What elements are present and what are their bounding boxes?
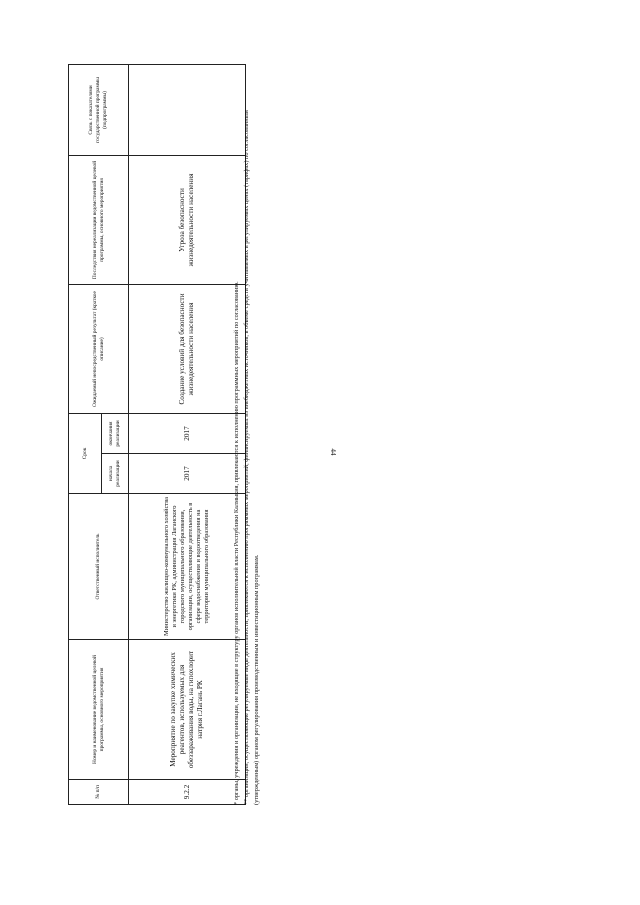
footnote-2: ** организации, осуществляющие регулируемые виды деятельности, привлекаются к исполнению программных мероприятий, финансируемых из внебюджетных источников, в объеме средств учитываемых в регулируемых ценах (тарифах) по согласованным (утвержденным) органом регулирования производственным и инвестиционным программам. bbox=[242, 110, 260, 805]
row-link bbox=[129, 64, 246, 155]
program-measures-table bbox=[68, 64, 246, 805]
row-result: Создание условий для безопасности жизнедеятельности населения bbox=[129, 284, 246, 413]
table-header-row bbox=[69, 64, 102, 804]
footnotes bbox=[232, 65, 261, 805]
table-row bbox=[129, 64, 246, 804]
row-consequences: Угроза безопасности жизнедеятельности населения bbox=[129, 155, 246, 284]
header-name: Номер и наименование ведомственной целевой программы, основного мероприятия bbox=[69, 640, 129, 780]
row-start: 2017 bbox=[129, 454, 246, 494]
header-expected-result: Ожидаемый непосредственный результат (краткое описание) bbox=[69, 284, 129, 413]
header-link: Связь с показателями государственной программы (подпрограммы) bbox=[69, 64, 129, 155]
page-number: 44 bbox=[329, 448, 337, 456]
header-term: Срок bbox=[69, 413, 102, 493]
header-term-end: окончания реализации bbox=[102, 413, 129, 453]
row-num: 9.2.2 bbox=[129, 780, 246, 805]
header-responsible: Ответственный исполнитель bbox=[69, 494, 129, 640]
row-responsible: Министерство жилищно-коммунального хозяйства и энергетики РК, администрация Лаганского городского муниципального образования, организации, осуществляющие деятельность в сфере водоснабжения и водоотведения на территории муниципального образования bbox=[129, 494, 246, 640]
header-consequences: Последствия нереализации ведомственной целевой программы, основного мероприятия bbox=[69, 155, 129, 284]
row-name: Мероприятие по закупке химических реагентов, используемых для обеззараживания воды, на гипохлорит натрия г.Лагань РК bbox=[129, 640, 246, 780]
row-end: 2017 bbox=[129, 413, 246, 453]
header-term-start: начала реализации bbox=[102, 454, 129, 494]
footnote-1: * органы, учреждения и организации, не входящие в структуру органов исполнительной власти Республики Калмыкия, привлекаются к исполнению программных мероприятий по согласованию. bbox=[233, 281, 240, 805]
rotated-page-content bbox=[68, 65, 378, 805]
header-num: № п/п bbox=[69, 780, 129, 805]
